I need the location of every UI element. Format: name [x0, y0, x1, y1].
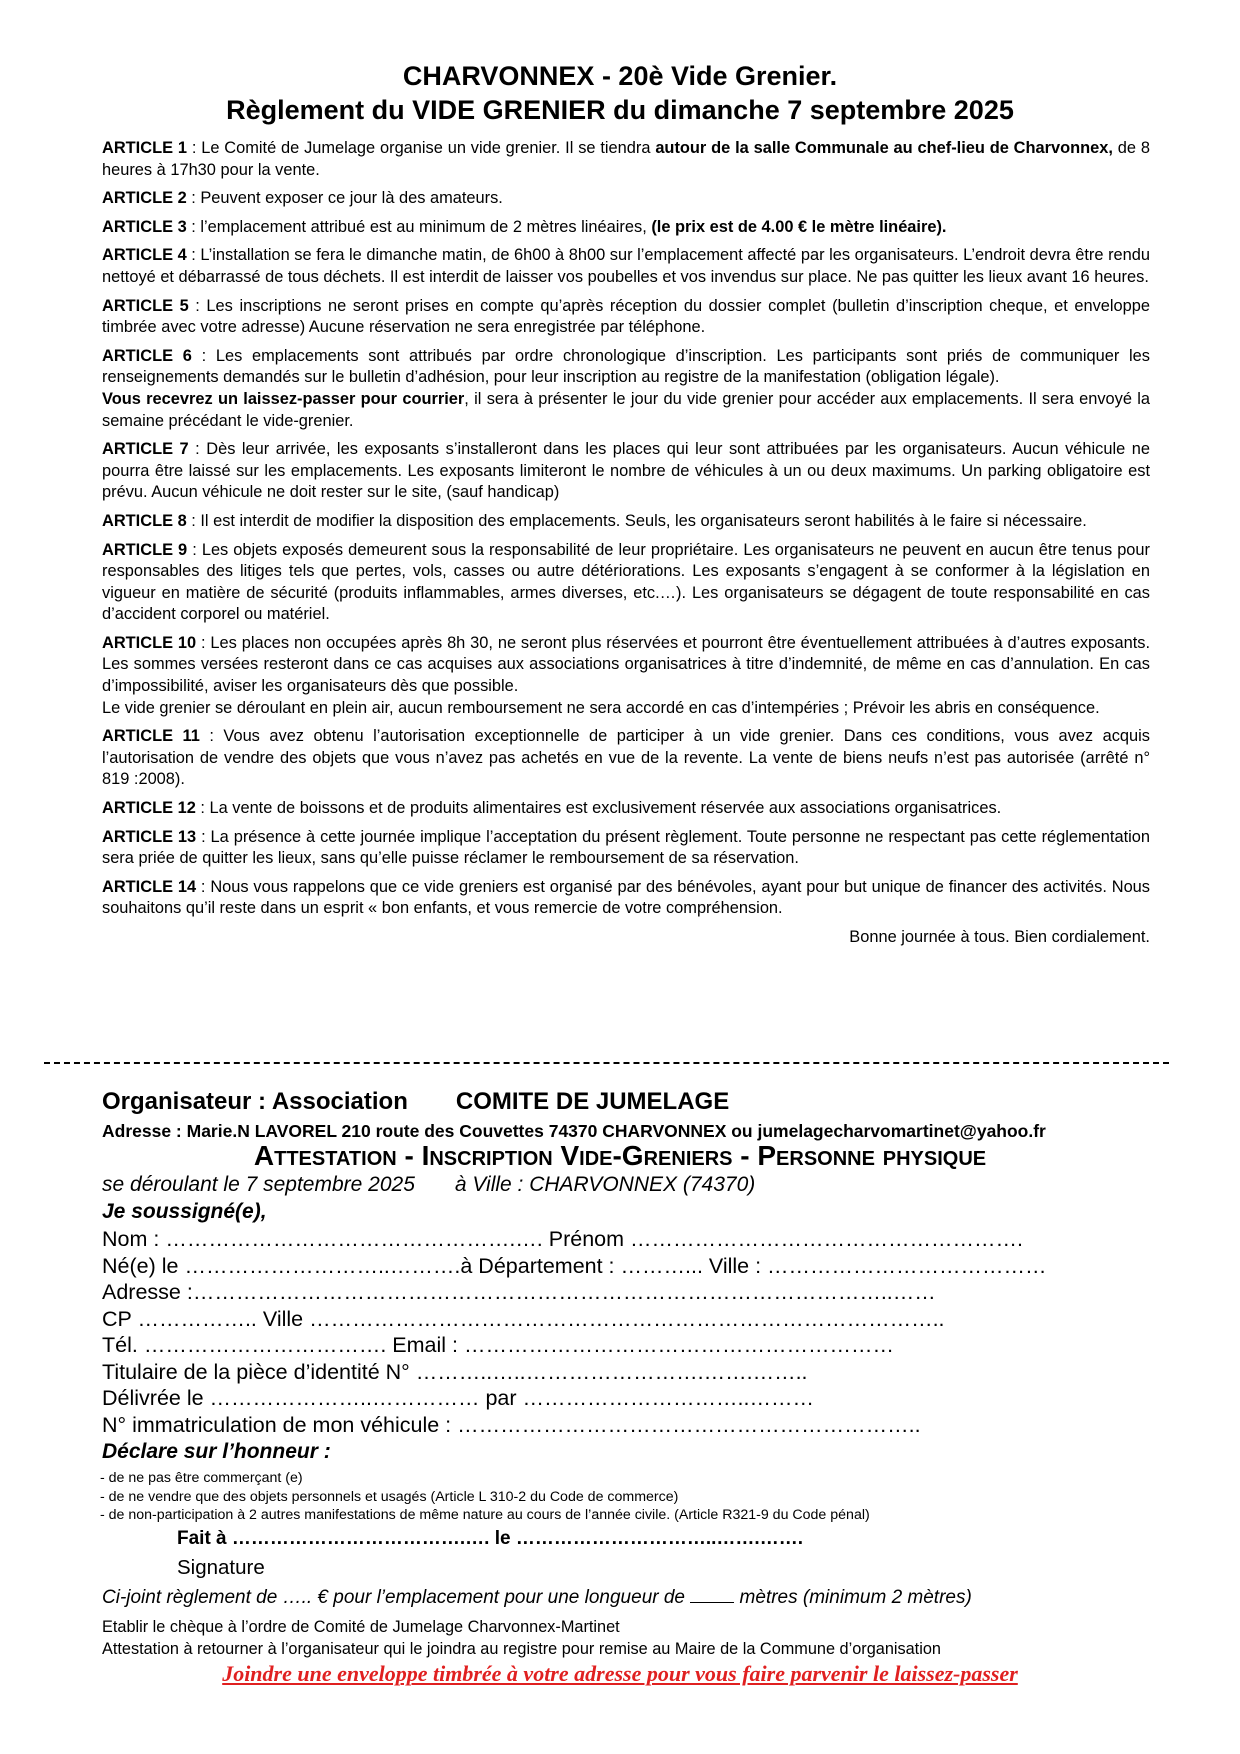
article-14: ARTICLE 14 : Nous vous rappelons que ce vide greniers est organisé par des bénévoles, ayant pour but unique de financer des activités. Nous souhaitons qu’il reste dans un esprit « bon enfants, et vous remercie de votre compréhension.	[102, 877, 1150, 918]
place-date-line[interactable]: Fait à ……………………………….…. le …………………………..…….…….	[177, 1528, 803, 1549]
closing-line: Bonne journée à tous. Bien cordialement.	[849, 928, 1150, 946]
form-line-id-number[interactable]: Titulaire de la pièce d’identité N° ………..…..…………………….…….……..	[102, 1359, 808, 1384]
article-3: ARTICLE 3 : l’emplacement attribué est au minimum de 2 mètres linéaires, (le prix est de 4.00 € le mètre linéaire).	[102, 217, 947, 236]
declaration-item: - de ne vendre que des objets personnels et usagés (Article L 310-2 du Code de commerce)	[100, 1488, 679, 1505]
article-8: ARTICLE 8 : Il est interdit de modifier la disposition des emplacements. Seuls, les organisateurs seront habilités à le faire si nécessaire.	[102, 511, 1087, 530]
article-10-weather: Le vide grenier se déroulant en plein air, aucun remboursement ne sera accordé en cas d’intempéries ; Prévoir les abris en conséquence.	[102, 698, 1100, 717]
laissez-passer-note: Vous recevrez un laissez-passer pour courrier, il sera à présenter le jour du vide grenier pour accéder aux emplacements. Il sera envoyé la semaine précédant le vide-grenier.	[102, 389, 1150, 430]
article-13: ARTICLE 13 : La présence à cette journée implique l’acceptation du présent règlement. Toute personne ne respectant pas cette réglementation sera priée de quitter les lieux, sans qu’elle puisse réclamer le remboursement de sa réservation.	[102, 827, 1150, 868]
payment-line: Ci-joint règlement de ….. € pour l’emplacement pour une longueur de mètres (minimum 2 mètres)	[102, 1587, 972, 1608]
rules-section	[102, 138, 1150, 949]
article-2: ARTICLE 2 : Peuvent exposer ce jour là des amateurs.	[102, 189, 503, 208]
article-11: ARTICLE 11 : Vous avez obtenu l’autorisation exceptionnelle de participer à un vide grenier. Dans ces conditions, vous avez acquis l’autorisation de vendre des objets que vous n’avez pas achetés en vue de la revente. La vente de biens neufs n’est pas autorisée (arrêté n° 819 :2008).	[102, 727, 1150, 789]
event-date: se déroulant le 7 septembre 2025	[102, 1173, 415, 1196]
length-blank-field[interactable]	[690, 1586, 734, 1603]
document-title: CHARVONNEX - 20è Vide Grenier.	[402, 61, 838, 91]
document-subtitle: Règlement du VIDE GRENIER du dimanche 7 septembre 2025	[226, 95, 1014, 125]
article-5: ARTICLE 5 : Les inscriptions ne seront prises en compte qu’après réception du dossier complet (bulletin d’inscription cheque, et enveloppe timbrée avec votre adresse) Aucune réservation ne sera enregistrée par téléphone.	[102, 296, 1150, 337]
form-line-id-issued[interactable]: Délivrée le …………………..…………… par …………………………..………	[102, 1386, 814, 1410]
form-line-postcode[interactable]: CP …………….. Ville ……………………………………………………………………………..	[102, 1306, 945, 1331]
article-12: ARTICLE 12 : La vente de boissons et de produits alimentaires est exclusivement réservée aux associations organisatrices.	[102, 799, 1002, 818]
article-1: ARTICLE 1 : Le Comité de Jumelage organise un vide grenier. Il se tiendra autour de la salle Communale au chef-lieu de Charvonnex, de 8 heures à 17h30 pour la vente.	[102, 139, 1150, 179]
organizer-name: COMITE DE JUMELAGE	[455, 1088, 730, 1115]
attestation-title: Attestation - Inscription Vide-Greniers - Personne physique	[253, 1140, 987, 1171]
article-10: ARTICLE 10 : Les places non occupées après 8h 30, ne seront plus réservées et pourront être éventuellement attribuées à d’autres exposants. Les sommes versées resteront dans ce cas acquises aux associations organisatrices à titre d’indemnité, de même en cas d’annulation. En cas d’impossibilité, aviser les organisateurs dès que possible.	[102, 633, 1150, 696]
organizer-line	[102, 1088, 729, 1116]
article-9: ARTICLE 9 : Les objets exposés demeurent sous la responsabilité de leur propriétaire. Les organisateurs ne peuvent en aucun être tenus pour responsables des litiges tels que pertes, vols, casses ou autre détériorations. Les exposants s’engagent à se conformer à la législation en vigueur en matière de sécurité (produits inflammables, armes diverses, etc.…). Les organisateurs se dégagent de toute responsabilité en cas d’accident corporel ou matériel.	[102, 540, 1150, 624]
event-line	[102, 1173, 755, 1197]
form-line-name[interactable]: Nom : ………………………………………….…. Prénom ……………………………………………….	[102, 1227, 1023, 1251]
declaration-item: - de ne pas être commerçant (e)	[100, 1470, 303, 1486]
organizer-label: Organisateur : Association	[102, 1088, 408, 1115]
form-line-birth[interactable]: Né(e) le ………………………..……….à Département : ………... Ville : …………………………………	[102, 1253, 1047, 1278]
event-city: à Ville : CHARVONNEX (74370)	[454, 1173, 756, 1196]
cheque-note: Etablir le chèque à l’ordre de Comité de Jumelage Charvonnex-Martinet	[102, 1618, 620, 1636]
article-7: ARTICLE 7 : Dès leur arrivée, les exposants s’installeront dans les places qui leur sont attribuées par les organisateurs. Aucun véhicule ne pourra être laissé sur les emplacements. Les exposants limiteront le nombre de véhicules à un ou deux maximums. Un parking obligatoire est prévu. Aucun véhicule ne doit rester sur le site, (sauf handicap)	[102, 440, 1150, 502]
signature-label: Signature	[177, 1556, 265, 1579]
article-4: ARTICLE 4 : L’installation se fera le dimanche matin, de 6h00 à 8h00 sur l’emplacement affecté par les organisateurs. L’endroit devra être rendu nettoyé et débarrassé de tous déchets. Il est interdit de laisser vos poubelles et vos invendus sur place. Ne pas quitter les lieux avant 16 heures.	[102, 246, 1150, 286]
form-line-address[interactable]: Adresse :……………………………………………………………………………………..……	[102, 1280, 936, 1304]
declaration-title: Déclare sur l’honneur :	[102, 1440, 331, 1463]
article-6: ARTICLE 6 : Les emplacements sont attribués par ordre chronologique d’inscription. Les participants sont priés de communiquer les renseignements demandés sur le bulletin d’adhésion, pour leur inscription au registre de la manifestation (obligation légale).	[102, 346, 1150, 387]
form-line-vehicle[interactable]: N° immatriculation de mon véhicule : ………………………………………………………..	[102, 1412, 921, 1437]
organizer-address: Adresse : Marie.N LAVOREL 210 route des Couvettes 74370 CHARVONNEX ou jumelagecharvomartinet@yahoo.fr	[102, 1121, 1046, 1141]
envelope-note: Joindre une enveloppe timbrée à votre adresse pour vous faire parvenir le laissez-passer	[222, 1661, 1018, 1686]
cut-line-divider	[44, 1062, 1169, 1064]
identity-form	[102, 1226, 1162, 1438]
form-line-phone-email[interactable]: Tél. ……………………………. Email : ……………………………………………………	[102, 1333, 894, 1357]
declaration-list	[100, 1469, 870, 1525]
soussigne-label: Je soussigné(e),	[102, 1200, 267, 1223]
declaration-item: - de non-participation à 2 autres manifestations de même nature au cours de l’année civile. (Article R321-9 du Code pénal)	[100, 1507, 870, 1523]
return-note: Attestation à retourner à l’organisateur qui le joindra au registre pour remise au Maire de la Commune d’organisation	[102, 1640, 941, 1658]
